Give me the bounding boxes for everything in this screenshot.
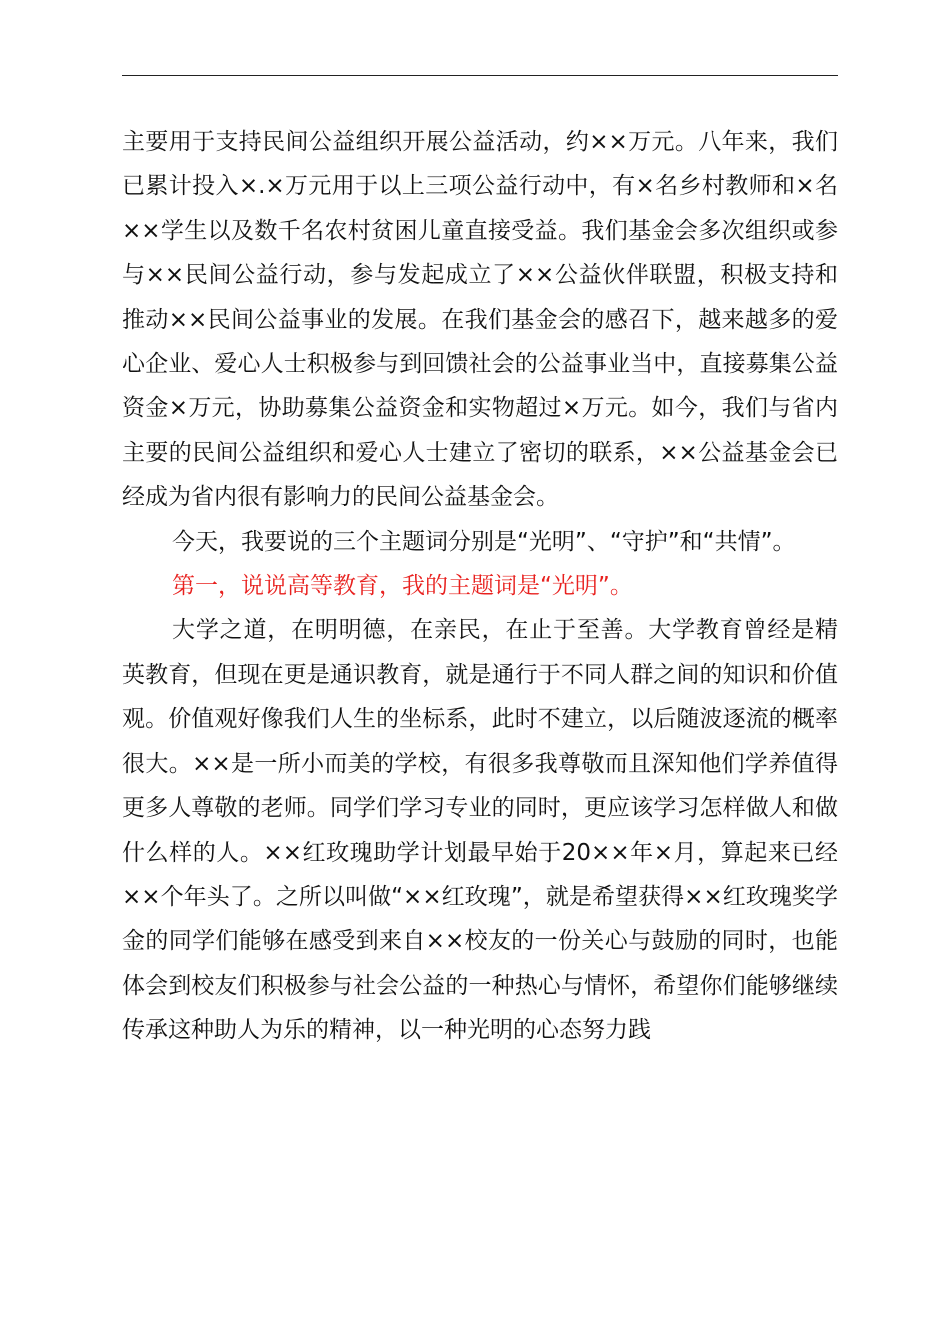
header-rule: [122, 75, 838, 76]
document-body: [122, 120, 838, 1053]
section-heading-first: 第一，说说高等教育，我的主题词是“光明”。: [172, 573, 633, 600]
paragraph-continuation: 主要用于支持民间公益组织开展公益活动，约××万元。八年来，我们已累计投入×.×万元用于以上三项公益行动中，有×名乡村教师和×名××学生以及数千名农村贫困儿童直接受益。我们基金会多次组织或参与××民间公益行动，参与发起成立了××公益伙伴联盟，积极支持和推动××民间公益事业的发展。在我们基金会的感召下，越来越多的爱心企业、爱心人士积极参与到回馈社会的公益事业当中，直接募集公益资金×万元，协助募集公益资金和实物超过×万元。如今，我们与省内主要的民间公益组织和爱心人士建立了密切的联系，××公益基金会已经成为省内很有影响力的民间公益基金会。: [122, 129, 838, 511]
paragraph-theme-words: 今天，我要说的三个主题词分别是“光明”、“守护”和“共情”。: [172, 528, 796, 555]
paragraph-higher-education: 大学之道，在明明德，在亲民，在止于至善。大学教育曾经是精英教育，但现在更是通识教育，就是通行于不同人群之间的知识和价值观。价值观好像我们人生的坐标系，此时不建立，以后随波逐流的概率很大。××是一所小而美的学校，有很多我尊敬而且深知他们学养值得更多人尊敬的老师。同学们学习专业的同时，更应该学习怎样做人和做什么样的人。××红玫瑰助学计划最早始于20××年×月，算起来已经××个年头了。之所以叫做“××红玫瑰”，就是希望获得××红玫瑰奖学金的同学们能够在感受到来自××校友的一份关心与鼓励的同时，也能体会到校友们积极参与社会公益的一种热心与情怀，希望你们能够继续传承这种助人为乐的精神，以一种光明的心态努力践: [122, 617, 838, 1044]
